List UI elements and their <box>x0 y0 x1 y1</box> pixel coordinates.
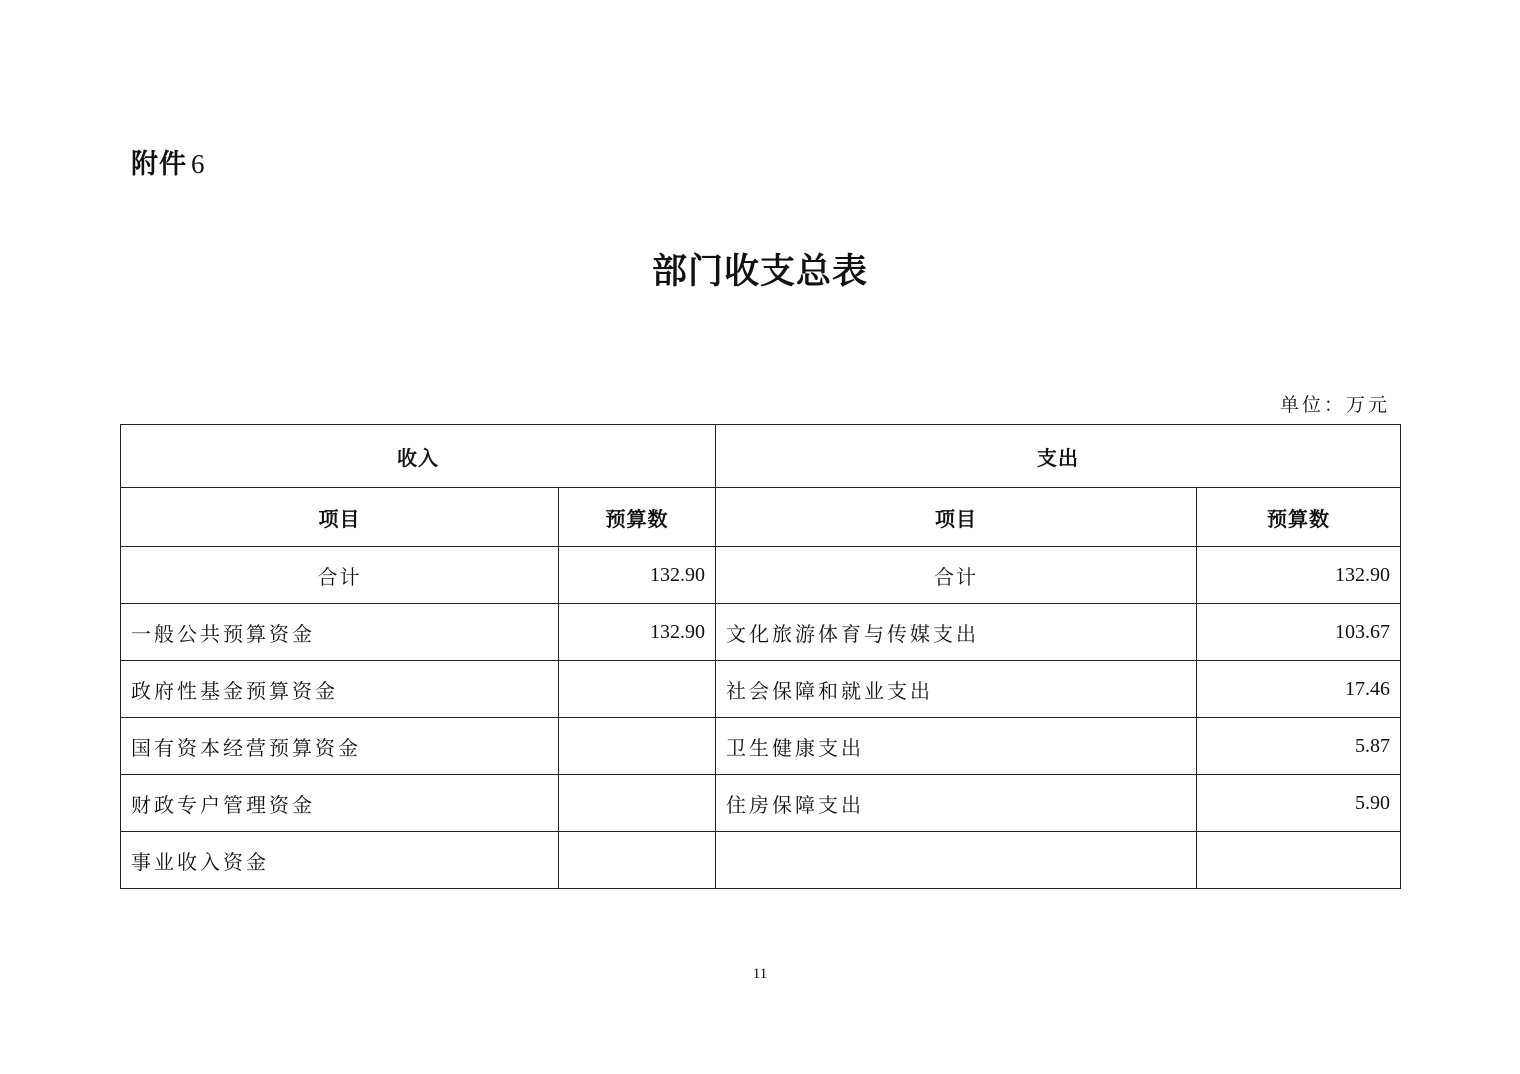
expense-item-cell: 文化旅游体育与传媒支出 <box>716 604 1197 661</box>
page-title: 部门收支总表 <box>651 251 868 292</box>
income-header: 收入 <box>121 425 716 488</box>
expense-value-cell: 5.90 <box>1197 775 1401 832</box>
income-item-cell: 一般公共预算资金 <box>121 604 559 661</box>
attachment-number: 6 <box>191 149 206 179</box>
expense-value-cell: 5.87 <box>1197 718 1401 775</box>
expense-item-cell: 社会保障和就业支出 <box>716 661 1197 718</box>
income-item-cell: 合计 <box>121 547 559 604</box>
group-header-row <box>121 425 1401 488</box>
expense-header: 支出 <box>716 425 1401 488</box>
expense-item-cell: 合计 <box>716 547 1197 604</box>
table-row <box>121 832 1401 889</box>
income-value-cell <box>559 775 716 832</box>
expense-value-cell: 17.46 <box>1197 661 1401 718</box>
expense-item-cell: 住房保障支出 <box>716 775 1197 832</box>
table-row-total <box>121 547 1401 604</box>
unit-label: 单位：万元 <box>1279 394 1390 416</box>
income-value-cell: 132.90 <box>559 604 716 661</box>
expense-value-cell: 103.67 <box>1197 604 1401 661</box>
attachment-label <box>131 142 206 181</box>
income-item-cell: 政府性基金预算资金 <box>121 661 559 718</box>
expense-item-cell <box>716 832 1197 889</box>
income-value-cell <box>559 718 716 775</box>
expense-value-cell: 132.90 <box>1197 547 1401 604</box>
table-row <box>121 604 1401 661</box>
column-header-row <box>121 488 1401 547</box>
table-row <box>121 775 1401 832</box>
expense-value-cell <box>1197 832 1401 889</box>
expense-budget-column-header: 预算数 <box>1197 488 1401 547</box>
income-item-column-header: 项目 <box>121 488 559 547</box>
income-budget-column-header: 预算数 <box>559 488 716 547</box>
page-number: 11 <box>752 966 768 982</box>
income-item-cell: 事业收入资金 <box>121 832 559 889</box>
expense-item-column-header: 项目 <box>716 488 1197 547</box>
table-row <box>121 661 1401 718</box>
income-item-cell: 国有资本经营预算资金 <box>121 718 559 775</box>
income-value-cell <box>559 661 716 718</box>
attachment-text: 附件 <box>131 149 187 180</box>
income-value-cell: 132.90 <box>559 547 716 604</box>
income-value-cell <box>559 832 716 889</box>
table-row <box>121 718 1401 775</box>
budget-summary-table <box>120 424 1401 889</box>
expense-item-cell: 卫生健康支出 <box>716 718 1197 775</box>
income-item-cell: 财政专户管理资金 <box>121 775 559 832</box>
